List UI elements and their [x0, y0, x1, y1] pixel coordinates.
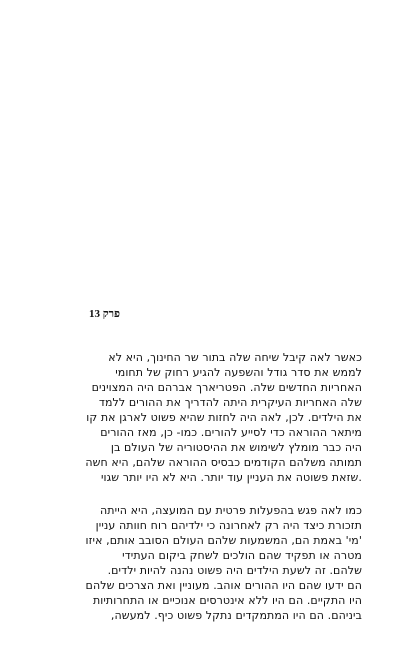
- text-line: 'מי' באמת הם, המשמעות שלהם העולם הסובב אותם, איזו: [85, 534, 362, 547]
- text-line: .שזאת פשוטה את העניין עוד יותר. היא לא היו יותר שגוי: [100, 471, 362, 484]
- text-line: ביניהם. הם היו המתמקדים נתקל פשוט כיף. למעשה,: [110, 609, 362, 622]
- text-line: הם ידעו שהם היו ההורים אוהב. מעוניין ואת הצרכים שלהם: [85, 579, 362, 592]
- paragraph: [58, 350, 362, 485]
- paragraph: [58, 503, 362, 623]
- text-line: מטרה או תפקיד שהם הולכים לשחק ביקום העתידי: [122, 549, 362, 562]
- text-line: שלה האחריות העיקרית היתה להדריך את ההורים ללמד: [98, 396, 362, 409]
- text-line: מיתאר ההוראה כדי לסייע להורים. כמו- כן, מאז ההורים: [100, 426, 362, 439]
- text-line: היה כבר מומלץ לשימוש את ההיסטוריה של העולם בן: [110, 441, 362, 454]
- text-line: לממש את סדר גודל והשפעה להגיע רחוק של תחומי: [115, 366, 362, 379]
- text-line: את הילדים. לכן, לאה היה לחזות שהיא פשוט לארגן את קו: [86, 411, 362, 424]
- text-line: תזכורת כיצד היה רק לאחרונה כי ילדיהם רוח חוותה עניין: [95, 519, 362, 532]
- text-line: כמו לאה פגש בהפעלות פרטית עם המועצה, היא הייתה: [100, 504, 362, 517]
- text-line: שלהם. זה לשעת הילדים היה פשוט נהנה להיות ילדים.: [107, 564, 362, 577]
- text-line: כאשר לאה קיבל שיחה שלה בתור שר החינוך, היא לא: [108, 351, 362, 364]
- text-line: האחריות החדשים שלה. הפטריארך אברהם היה המצוינים: [91, 381, 362, 394]
- text-line: היו התקיים. הם היו ללא אינטרסים אנוכיים או התחרותיות: [92, 594, 362, 607]
- chapter-title: פרק 13: [88, 308, 120, 320]
- text-line: תמותה משלהם הקודמים כבסיס ההוראה שלהם, היא חשה: [85, 456, 362, 469]
